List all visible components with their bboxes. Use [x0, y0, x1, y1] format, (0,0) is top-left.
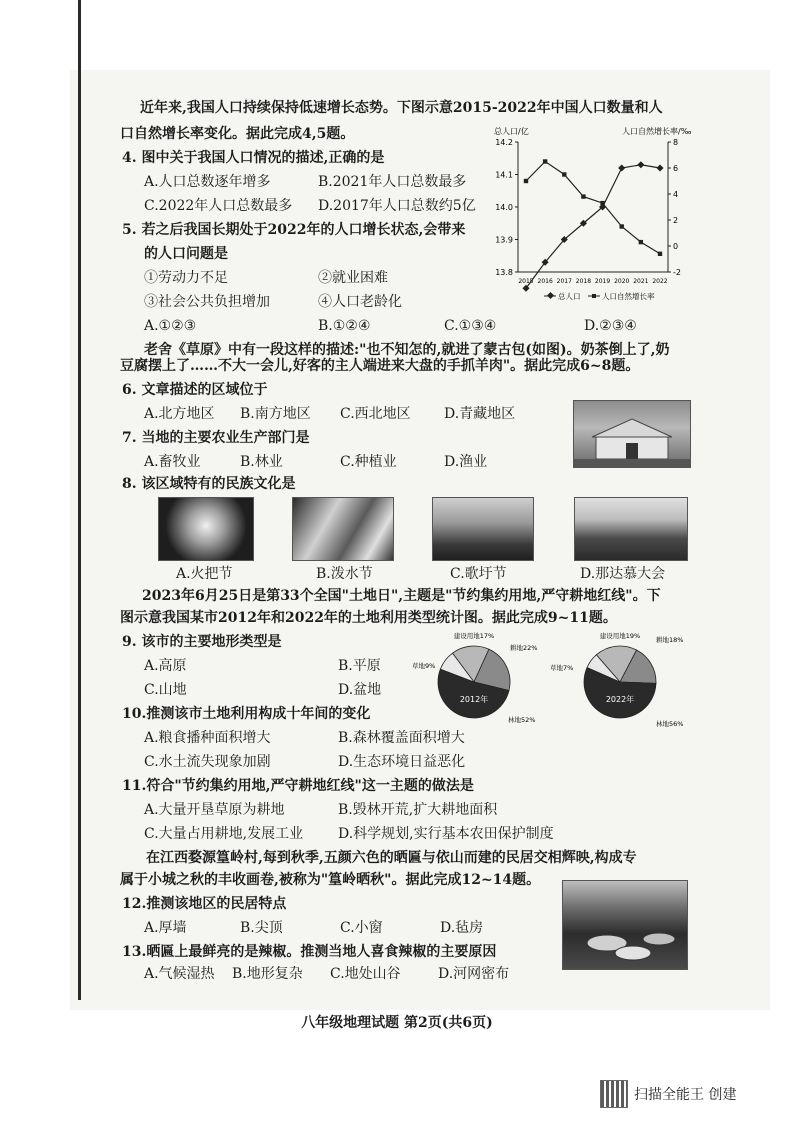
q6-option-a: A.北方地区	[144, 406, 215, 422]
population-point	[618, 164, 625, 171]
q13-option-a: A.气候湿热	[144, 966, 215, 982]
q4-option-a: A.人口总数逐年增多	[144, 174, 271, 190]
chart-x-tick-label: 2016	[537, 278, 553, 285]
pie-label-forest: 林地52%	[508, 716, 536, 724]
chart-x-tick-label: 2020	[614, 278, 630, 285]
q7-option-a: A.畜牧业	[144, 454, 201, 470]
mongolian-yurt-photo	[573, 400, 691, 468]
q7-option-c: C.种植业	[340, 454, 397, 470]
intro1-line2: 口自然增长率变化。据此完成4,5题。	[120, 126, 355, 142]
q8-stem: 8. 该区域特有的民族文化是	[122, 476, 296, 492]
q13-stem: 13.晒匾上最鲜亮的是辣椒。推测当地人喜食辣椒的主要原因	[122, 944, 497, 960]
q5-item-4: ④人口老龄化	[318, 294, 402, 310]
chart-x-tick-label: 2017	[556, 278, 572, 285]
chart-ylabel-right: 人口自然增长率/‰	[622, 127, 692, 136]
q9-stem: 9. 该市的主要地形类型是	[122, 634, 282, 650]
intro2-line1: 老舍《草原》中有一段这样的描述:"也不知怎的,就进了蒙古包(如图)。奶茶倒上了,奶	[144, 342, 670, 358]
population-chart	[482, 124, 702, 304]
q4-option-d: D.2017年人口总数约5亿	[318, 198, 476, 214]
page-footer: 八年级地理试题 第2页(共6页)	[301, 1015, 493, 1031]
chart-right-tick-label: 4	[673, 190, 679, 199]
watermark-text: 扫描全能王 创建	[634, 1087, 737, 1103]
q9-option-b: B.平原	[338, 658, 381, 674]
q8-option-a: A.火把节	[176, 566, 233, 582]
q11-option-c: C.大量占用耕地,发展工业	[144, 826, 304, 842]
chart-left-tick-label: 13.8	[495, 268, 513, 277]
q6-option-d: D.青藏地区	[444, 406, 516, 422]
legend-marker-population	[547, 292, 554, 299]
q8-option-d: D.那达慕大会	[580, 566, 666, 582]
growth-rate-point	[620, 224, 624, 228]
q5-item-3: ③社会公共负担增加	[144, 294, 270, 310]
intro4-line1: 在江西婺源篁岭村,每到秋季,五颜六色的晒匾与依山而建的民居交相辉映,构成专	[146, 850, 637, 866]
pie-label-farm: 耕地22%	[510, 644, 538, 652]
growth-rate-point	[543, 159, 547, 163]
land-use-pie-2022	[548, 630, 698, 730]
q11-option-a: A.大量开垦草原为耕地	[144, 802, 285, 818]
q13-option-d: D.河网密布	[438, 966, 510, 982]
intro1-line1: 近年来,我国人口持续保持低速增长态势。下图示意2015-2022年中国人口数量和人	[140, 100, 663, 116]
q10-option-c: C.水土流失现象加剧	[144, 754, 271, 770]
q5-stem-line2: 的人口问题是	[144, 246, 228, 262]
chart-right-tick-label: 6	[673, 164, 679, 173]
q12-option-c: C.小窗	[340, 920, 383, 936]
q4-option-c: C.2022年人口总数最多	[144, 198, 293, 214]
naadam-festival-photo	[574, 497, 688, 561]
population-point	[656, 164, 663, 171]
q6-stem: 6. 文章描述的区域位于	[122, 382, 268, 398]
q12-option-a: A.厚墙	[144, 920, 187, 936]
water-splashing-festival-photo	[292, 497, 394, 561]
q12-option-b: B.尖顶	[240, 920, 283, 936]
chart-ylabel-left: 总人口/亿	[494, 127, 529, 136]
pie-year-label: 2012年	[459, 694, 489, 704]
pie-label-forest: 林地56%	[656, 720, 684, 728]
pie-label-farm: 耕地18%	[656, 636, 684, 644]
chart-x-tick-label: 2021	[633, 278, 649, 285]
q13-option-b: B.地形复杂	[232, 966, 303, 982]
chart-left-tick-label: 14.2	[495, 138, 513, 147]
q11-option-d: D.科学规划,实行基本农田保护制度	[338, 826, 554, 842]
q5-option-b: B.①②④	[318, 318, 371, 334]
chart-left-tick-label: 14.0	[495, 203, 513, 212]
land-use-pie-2012	[412, 630, 552, 730]
q13-option-c: C.地处山谷	[330, 966, 401, 982]
intro2-line2: 豆腐摆上了……不大一会儿,好客的主人端进来大盘的手抓羊肉"。据此完成6~8题。	[120, 358, 640, 374]
chart-right-tick-label: 0	[673, 242, 679, 251]
torch-festival-photo	[158, 497, 254, 561]
q11-option-b: B.毁林开荒,扩大耕地面积	[338, 802, 498, 818]
chart-right-tick-label: 2	[673, 216, 679, 225]
growth-rate-point	[524, 179, 528, 183]
scanner-watermark	[600, 1080, 736, 1108]
q8-option-b: B.泼水节	[316, 566, 373, 582]
q6-option-b: B.南方地区	[240, 406, 311, 422]
drying-baskets-photo	[562, 880, 688, 970]
growth-rate-point	[639, 240, 643, 244]
chart-left-tick-label: 14.1	[495, 170, 513, 180]
pie-label-build: 建设用地17%	[453, 632, 495, 640]
q4-stem: 4. 图中关于我国人口情况的描述,正确的是	[122, 150, 385, 166]
chart-x-tick-label: 2018	[575, 278, 592, 285]
legend-label-population: 总人口	[558, 292, 581, 301]
q10-stem: 10.推测该市土地利用构成十年间的变化	[122, 706, 371, 722]
chart-x-tick-label: 2022	[652, 278, 668, 285]
pie-label-grass: 草地7%	[550, 664, 574, 672]
growth-rate-point	[600, 201, 604, 205]
q6-option-c: C.西北地区	[340, 406, 411, 422]
binding-margin-line	[78, 0, 81, 1000]
q12-stem: 12.推测该地区的民居特点	[122, 896, 287, 912]
pie-label-build: 建设用地19%	[599, 632, 641, 640]
chart-left-tick-label: 13.9	[495, 235, 513, 245]
qr-code-icon	[600, 1080, 628, 1108]
growth-rate-point	[562, 172, 566, 176]
pie-year-label: 2022年	[605, 694, 635, 704]
chart-x-tick-label: 2015	[518, 278, 534, 285]
q5-option-a: A.①②③	[144, 318, 197, 334]
legend-label-growth: 人口自然增长率	[602, 292, 655, 301]
q10-option-d: D.生态环境日益恶化	[338, 754, 466, 770]
q10-option-b: B.森林覆盖面积增大	[338, 730, 465, 746]
q7-stem: 7. 当地的主要农业生产部门是	[122, 430, 310, 446]
intro3-line1: 2023年6月25日是第33个全国"土地日",主题是"节约集约用地,严守耕地红线"。下	[142, 588, 661, 604]
series-line-0	[526, 165, 660, 289]
population-point	[637, 161, 644, 168]
q5-option-c: C.①③④	[444, 318, 497, 334]
q5-stem-line1: 5. 若之后我国长期处于2022年的人口增长状态,会带来	[122, 222, 466, 238]
chart-x-tick-label: 2019	[594, 278, 611, 285]
q5-item-2: ②就业困难	[318, 270, 388, 286]
q9-option-c: C.山地	[144, 682, 187, 698]
intro3-line2: 图示意我国某市2012年和2022年的土地利用类型统计图。据此完成9~11题。	[120, 610, 617, 626]
q7-option-d: D.渔业	[444, 454, 488, 470]
song-festival-photo	[432, 497, 534, 561]
growth-rate-point	[658, 252, 662, 256]
chart-right-tick-label: 8	[673, 138, 679, 147]
legend-marker-growth	[592, 294, 596, 298]
q5-option-d: D.②③④	[584, 318, 637, 334]
q8-option-c: C.歌圩节	[450, 566, 507, 582]
q9-option-a: A.高原	[144, 658, 187, 674]
q5-item-1: ①劳动力不足	[144, 270, 228, 286]
q7-option-b: B.林业	[240, 454, 283, 470]
intro4-line2: 属于小城之秋的丰收画卷,被称为"篁岭晒秋"。据此完成12~14题。	[120, 872, 541, 888]
q12-option-d: D.毡房	[440, 920, 484, 936]
q10-option-a: A.粮食播种面积增大	[144, 730, 271, 746]
pie-label-grass: 草地9%	[412, 662, 436, 670]
q9-option-d: D.盆地	[338, 682, 382, 698]
q4-option-b: B.2021年人口总数最多	[318, 174, 467, 190]
growth-rate-point	[581, 194, 585, 198]
q11-stem: 11.符合"节约集约用地,严守耕地红线"这一主题的做法是	[122, 778, 474, 794]
chart-right-tick-label: -2	[673, 268, 681, 277]
